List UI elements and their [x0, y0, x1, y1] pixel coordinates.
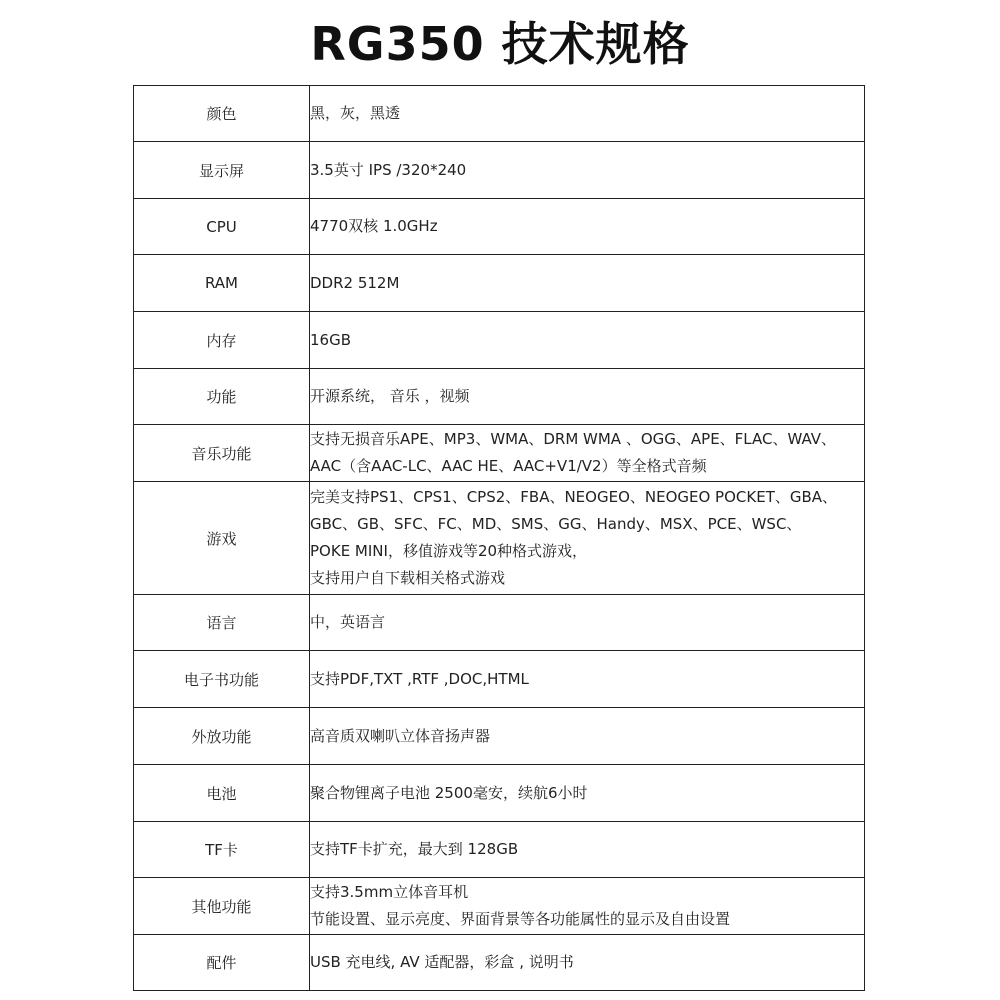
spec-value-line: 3.5英寸 IPS /320*240 — [310, 160, 467, 179]
table-row — [134, 142, 865, 199]
spec-value — [310, 142, 865, 199]
spec-label: CPU — [134, 199, 310, 255]
spec-label: 颜色 — [134, 86, 310, 142]
spec-label: 电池 — [134, 765, 310, 822]
spec-label: 其他功能 — [134, 878, 310, 935]
spec-label: 功能 — [134, 369, 310, 425]
spec-value-line: 聚合物锂离子电池 2500毫安，续航6小时 — [310, 783, 588, 802]
spec-value — [310, 199, 865, 255]
spec-value-line: GBC、GB、SFC、FC、MD、SMS、GG、Handy、MSX、PCE、WSC、 — [310, 515, 802, 533]
spec-label: 游戏 — [134, 482, 310, 595]
spec-value — [310, 708, 865, 765]
table-row — [134, 595, 865, 651]
spec-value-line: DDR2 512M — [310, 273, 400, 292]
table-row — [134, 765, 865, 822]
spec-value — [310, 255, 865, 312]
table-row — [134, 369, 865, 425]
spec-value-line: 16GB — [310, 330, 352, 349]
spec-value-line: 开源系统， 音乐 ，视频 — [310, 387, 470, 405]
spec-value — [310, 651, 865, 708]
spec-label: 内存 — [134, 312, 310, 369]
spec-value-line: 支持用户自下载相关格式游戏 — [310, 569, 506, 587]
spec-value — [310, 822, 865, 878]
spec-value — [310, 935, 865, 991]
spec-value-line: AAC（含AAC-LC、AAC HE、AAC+V1/V2）等全格式音频 — [310, 457, 707, 475]
spec-value-line: 支持3.5mm立体音耳机 — [310, 883, 469, 901]
spec-value-line: POKE MINI，移值游戏等20种格式游戏， — [310, 542, 588, 560]
spec-table — [133, 85, 865, 991]
table-row — [134, 878, 865, 935]
table-row — [134, 255, 865, 312]
spec-value-line: 中，英语言 — [310, 613, 386, 631]
spec-label: 音乐功能 — [134, 425, 310, 482]
table-row — [134, 651, 865, 708]
spec-value-line: 支持无损音乐APE、MP3、WMA、DRM WMA 、OGG、APE、FLAC、WAV、 — [310, 430, 837, 448]
spec-label: 电子书功能 — [134, 651, 310, 708]
table-row — [134, 822, 865, 878]
spec-label: 显示屏 — [134, 142, 310, 199]
spec-value — [310, 878, 865, 935]
table-row — [134, 482, 865, 595]
table-row — [134, 708, 865, 765]
table-row — [134, 425, 865, 482]
spec-label: 配件 — [134, 935, 310, 991]
spec-label: 外放功能 — [134, 708, 310, 765]
table-row — [134, 199, 865, 255]
spec-value — [310, 765, 865, 822]
spec-label: RAM — [134, 255, 310, 312]
spec-value-line: 高音质双喇叭立体音扬声器 — [310, 726, 491, 745]
spec-value — [310, 425, 865, 482]
table-row — [134, 312, 865, 369]
table-row — [134, 86, 865, 142]
spec-value — [310, 369, 865, 425]
spec-table-body — [134, 86, 865, 991]
spec-value-line: 支持TF卡扩充，最大到 128GB — [310, 840, 519, 858]
spec-value — [310, 312, 865, 369]
spec-value-line: 完美支持PS1、CPS1、CPS2、FBA、NEOGEO、NEOGEO POCKET、GBA、 — [310, 488, 838, 506]
spec-value-line: 黑，灰，黑透 — [310, 104, 401, 122]
spec-value — [310, 482, 865, 595]
spec-label: 语言 — [134, 595, 310, 651]
spec-value-line: 支持PDF,TXT ,RTF ,DOC,HTML — [310, 669, 529, 688]
spec-label: TF卡 — [134, 822, 310, 878]
table-row — [134, 935, 865, 991]
spec-value — [310, 86, 865, 142]
spec-value-line: 节能设置、显示亮度、界面背景等各功能属性的显示及自由设置 — [310, 910, 731, 928]
spec-value-line: USB 充电线, AV 适配器，彩盒 , 说明书 — [310, 953, 574, 971]
spec-value-line: 4770双核 1.0GHz — [310, 217, 438, 235]
page-title: RG350 技术规格 — [310, 17, 690, 71]
spec-value — [310, 595, 865, 651]
